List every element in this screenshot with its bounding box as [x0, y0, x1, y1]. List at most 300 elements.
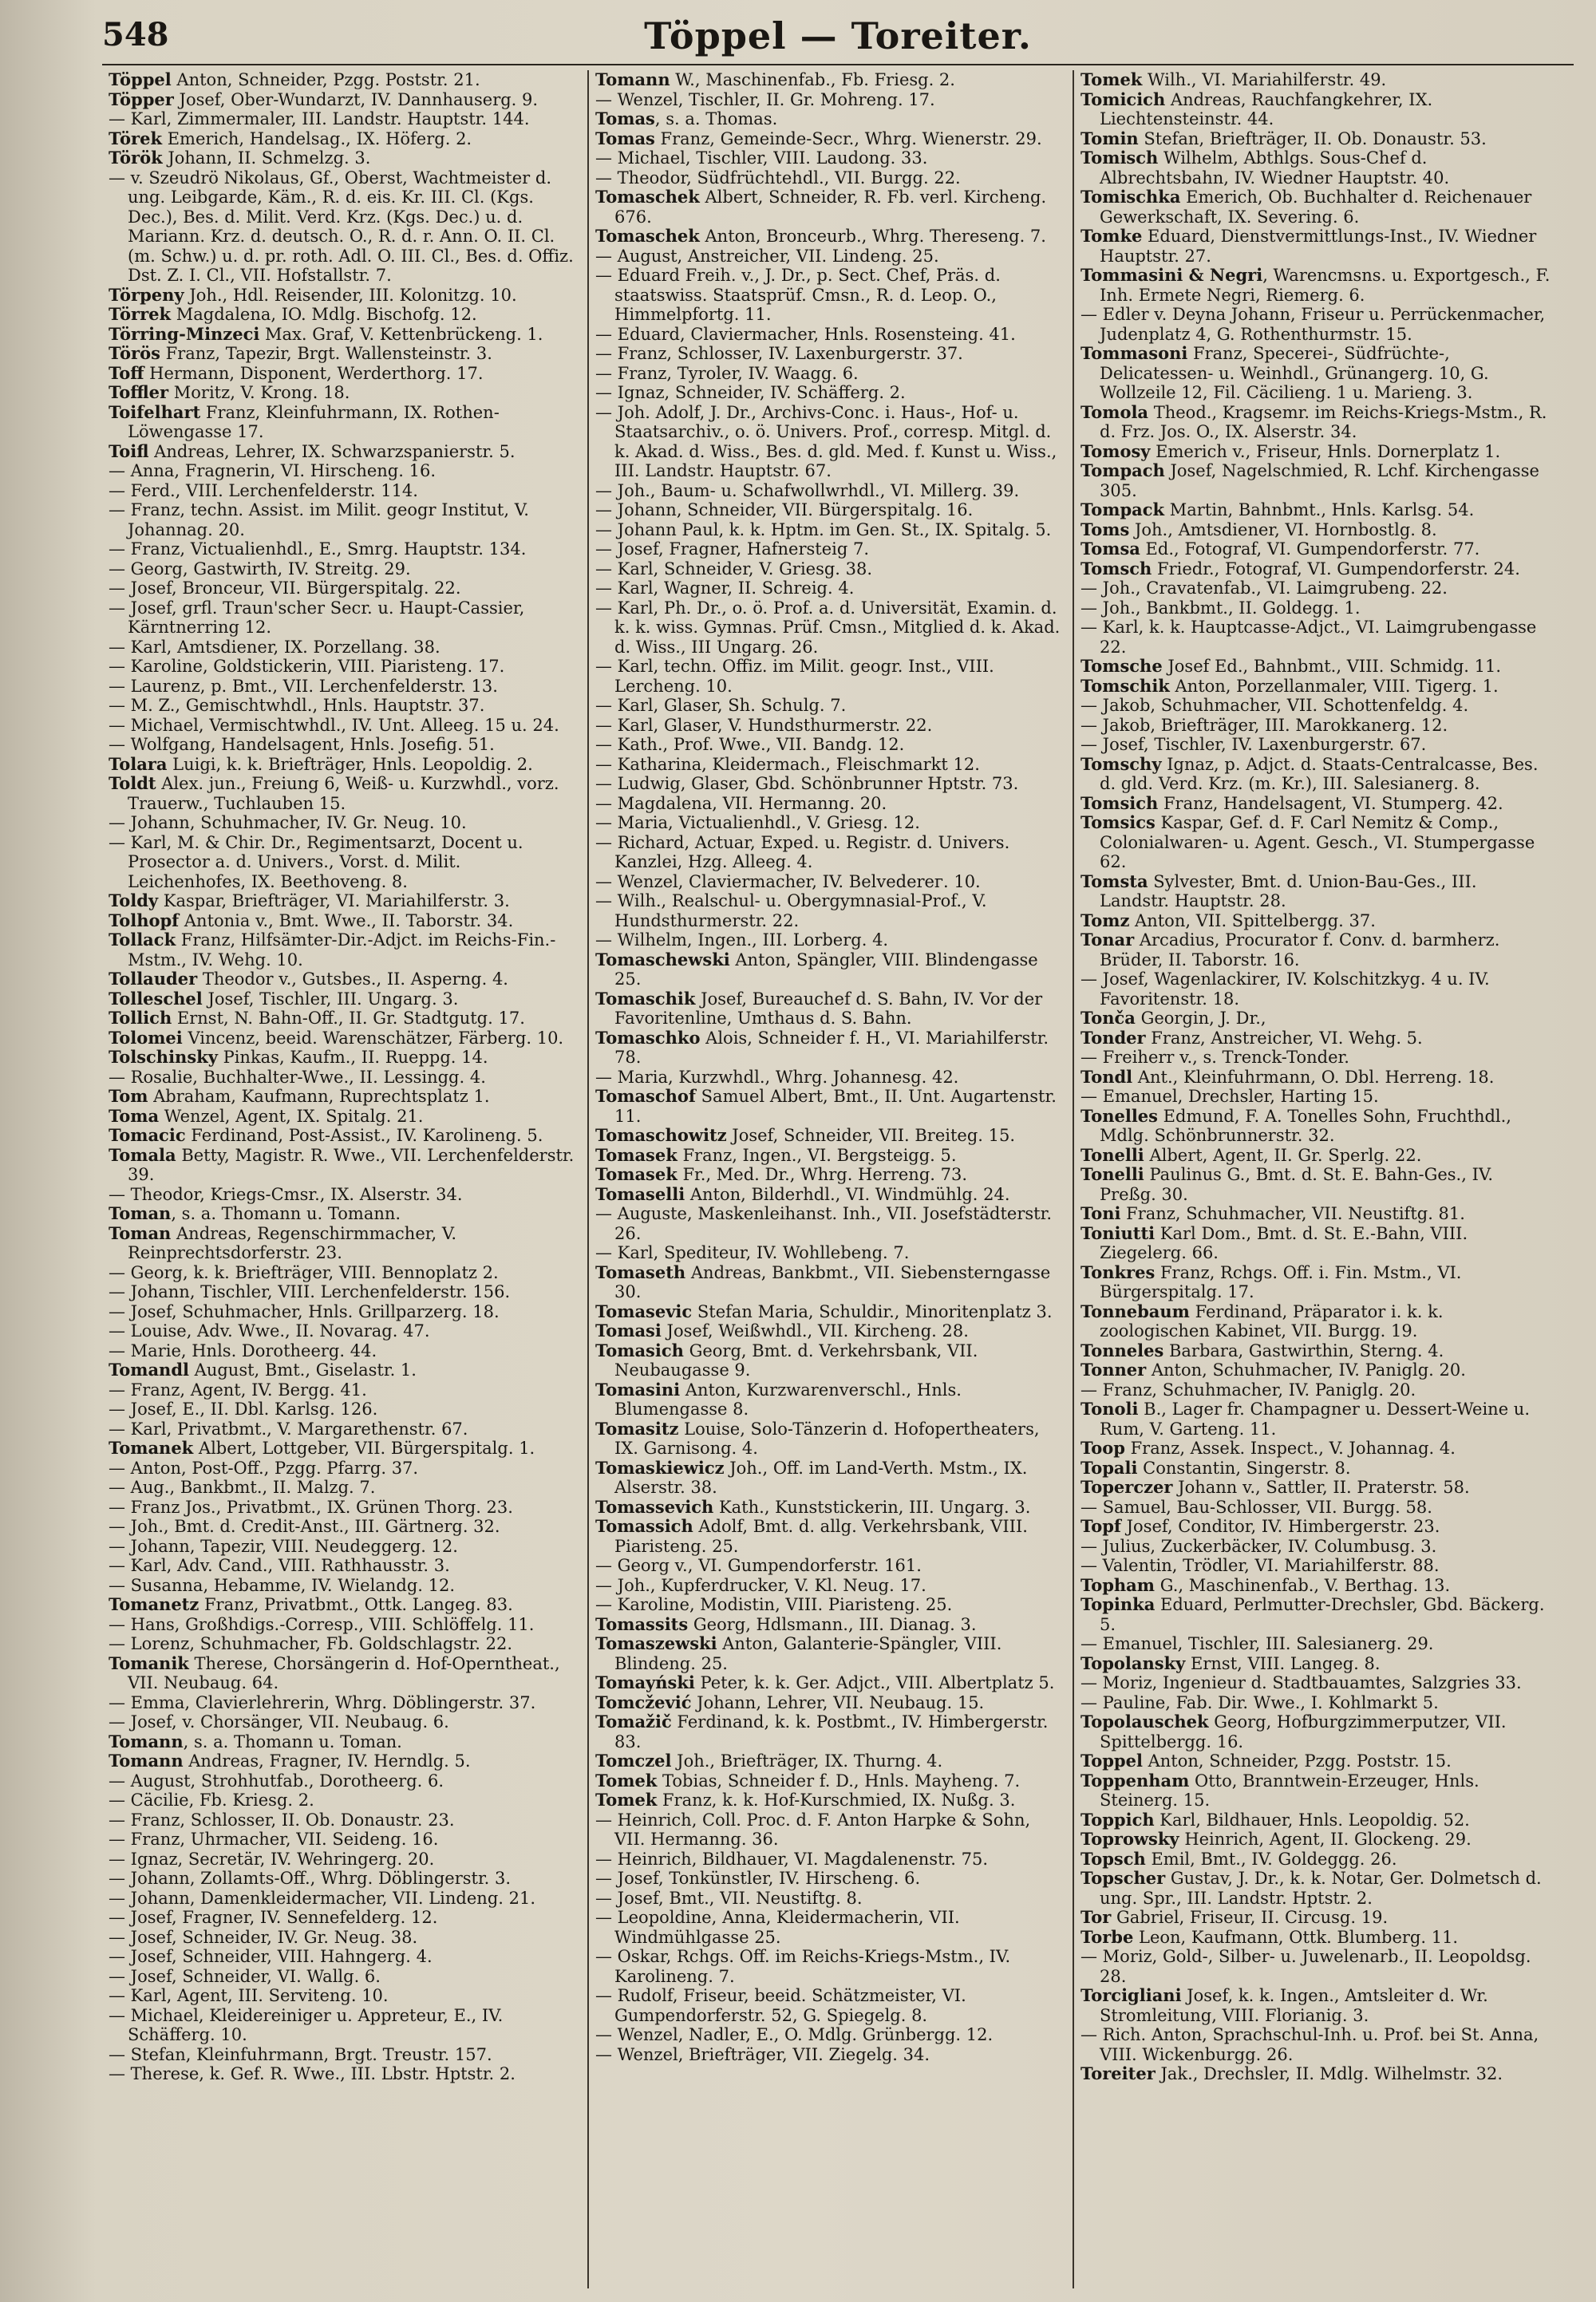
directory-entry: [1080, 1439, 1551, 1459]
directory-entry: [1080, 227, 1551, 266]
entry-surname: Tonneles: [1080, 1340, 1164, 1360]
entry-text: — v. Szeudrö Nikolaus, Gf., Oberst, Wachtmeister d. ung. Leibgarde, Käm., R. d. eis. Kr. III. Cl. (Kgs. Dec.), Bes. d. Milit. Verd. Krz. (Kgs. Dec.) u. d. Mariann. Krz. d. deutsch. O., R. d. r. Ann. O. II. Cl. (m. Schw.) u. d. pr. roth. Adl. O. III. Cl., Bes. d. Offiz. Dst. Z. I. Cl., VII. Hofstallstr. 7.: [109, 168, 574, 285]
directory-entry: [595, 716, 1066, 736]
directory-entry: [109, 735, 581, 755]
directory-entry: [595, 930, 1066, 950]
entry-text: Joh., Hdl. Reisender, III. Kolonitzg. 10.: [184, 285, 517, 305]
entry-text: — Kath., Prof. Wwe., VII. Bandg. 12.: [595, 735, 905, 754]
directory-entry: [109, 1498, 581, 1518]
directory-entry: [1080, 1204, 1551, 1224]
directory-entry: [109, 1009, 581, 1029]
directory-entry: [109, 755, 581, 775]
entry-text: Alex. jun., Freiung 6, Weiß- u. Kurzwhdl., vorz. Trauerw., Tuchlauben 15.: [128, 774, 559, 813]
entry-text: — M. Z., Gemischtwhdl., Hnls. Hauptstr. 37.: [109, 696, 485, 715]
entry-surname: Tonoli: [1080, 1399, 1139, 1419]
entry-surname: Topham: [1080, 1574, 1156, 1595]
directory-entry: [109, 1928, 581, 1948]
entry-text: — Theodor, Südfrüchtehdl., VII. Burgg. 22.: [595, 168, 961, 188]
entry-surname: Tonnebaum: [1080, 1301, 1190, 1321]
entry-text: Emerich, Ob. Buchhalter d. Reichenauer Gewerkschaft, IX. Severing. 6.: [1100, 188, 1532, 227]
entry-surname: Tomaschof: [595, 1086, 696, 1106]
directory-entry: [595, 950, 1066, 989]
directory-entry: [1080, 696, 1551, 716]
directory-entry: [1080, 657, 1551, 677]
entry-surname: Tollauder: [109, 969, 198, 989]
entry-surname: Topali: [1080, 1457, 1138, 1478]
entry-text: Paulinus G., Bmt. d. St. E. Bahn-Ges., IV. Preßg. 30.: [1100, 1165, 1494, 1204]
directory-entry: [595, 1380, 1066, 1420]
directory-entry: [109, 696, 581, 716]
directory-entry: [1080, 1908, 1551, 1928]
directory-entry: [1080, 716, 1551, 736]
entry-surname: Tomcžević: [595, 1692, 692, 1712]
directory-entry: [595, 227, 1066, 247]
entry-text: W., Maschinenfab., Fb. Friesg. 2.: [670, 70, 955, 89]
entry-surname: Tomisch: [1080, 148, 1159, 168]
entry-text: Arcadius, Procurator f. Conv. d. barmherz. Brüder, II. Taborstr. 16.: [1100, 930, 1500, 969]
entry-text: Eduard, Perlmutter-Drechsler, Gbd. Bäckerg. 5.: [1100, 1595, 1545, 1634]
entry-surname: Tomek: [1080, 70, 1143, 89]
entry-text: — Anna, Fragnerin, VI. Hirscheng. 16.: [109, 461, 437, 480]
entry-surname: Török: [109, 148, 163, 168]
entry-surname: Tomasi: [595, 1321, 662, 1341]
directory-entry: [109, 364, 581, 384]
entry-text: Franz, Schuhmacher, VII. Neustiftg. 81.: [1120, 1204, 1465, 1223]
entry-text: — Joh. Adolf, J. Dr., Archivs-Conc. i. Haus-, Hof- u. Staatsarchiv., o. ö. Univers. Prof., corresp. Mitgl. d. k. Akad. d. Wiss., Bes. d. gld. Med. f. Kunst u. Wiss., III. Landstr. Hauptstr. 67.: [595, 402, 1057, 480]
directory-entry: [109, 1810, 581, 1830]
entry-text: — Josef, grfl. Traun'scher Secr. u. Haupt-Cassier, Kärntnerring 12.: [109, 598, 525, 637]
entry-text: — Richard, Actuar, Exped. u. Registr. d. Univers. Kanzlei, Hzg. Alleeg. 4.: [595, 832, 1010, 871]
entry-text: — Ferd., VIII. Lerchenfelderstr. 114.: [109, 480, 418, 500]
directory-entry: [1080, 148, 1551, 188]
entry-text: Andreas, Regenschirmmacher, V. Reinprechtsdorferstr. 23.: [128, 1223, 457, 1262]
entry-surname: Tomacic: [109, 1125, 186, 1145]
directory-entry: [109, 286, 581, 306]
directory-entry: [1080, 1498, 1551, 1518]
directory-entry: [1080, 1830, 1551, 1850]
entry-text: — Wenzel, Claviermacher, IV. Belvederег. 10.: [595, 871, 981, 891]
entry-text: — Johann Paul, k. k. Hptm. im Gen. St., IX. Spitalg. 5.: [595, 519, 1052, 539]
directory-entry: [1080, 1751, 1551, 1771]
directory-entry: [109, 1360, 581, 1380]
directory-entry: [109, 168, 581, 286]
entry-surname: Tonelli: [1080, 1164, 1144, 1184]
entry-surname: Topf: [1080, 1516, 1121, 1536]
directory-entry: [595, 1947, 1066, 1986]
directory-entry: [1080, 1537, 1551, 1557]
directory-entry: [109, 1751, 581, 1771]
directory-entry: [1080, 1224, 1551, 1263]
entry-surname: Tomaschek: [595, 226, 700, 246]
entry-text: — Josef, Tischler, IV. Laxenburgerstr. 67.: [1080, 735, 1427, 754]
entry-surname: Tomasitz: [595, 1418, 679, 1439]
entry-text: — Heinrich, Bildhauer, VI. Magdalenenstr. 75.: [595, 1849, 988, 1869]
directory-entry: [109, 911, 581, 931]
directory-entry: [109, 1712, 581, 1732]
directory-entry: [1080, 1048, 1551, 1068]
entry-surname: Tomaszewski: [595, 1633, 717, 1653]
entry-text: — Julius, Zuckerbäcker, IV. Columbusg. 3.: [1080, 1536, 1437, 1556]
entry-surname: Tomschik: [1080, 675, 1170, 696]
entry-text: — Franz, techn. Assist. im Milit. geogr Institut, V. Johannag. 20.: [109, 500, 529, 539]
entry-surname: Tomsich: [1080, 792, 1159, 813]
directory-entry: [109, 1693, 581, 1713]
directory-entry: [109, 1224, 581, 1263]
directory-entry: [1080, 1712, 1551, 1751]
entry-surname: Tomek: [595, 1790, 658, 1810]
directory-entry: [595, 1615, 1066, 1635]
entry-text: Barbara, Gastwirthin, Sterng. 4.: [1163, 1341, 1444, 1360]
entry-surname: Tomassich: [595, 1516, 693, 1536]
entry-text: — Wenzel, Tischler, II. Gr. Mohreng. 17.: [595, 89, 935, 109]
entry-surname: Toniutti: [1080, 1222, 1156, 1243]
entry-text: Joh., Off. im Land-Verth. Mstm., IX. Alserstr. 38.: [614, 1458, 1028, 1497]
directory-entry: [109, 1967, 581, 1987]
column-2: [587, 70, 1073, 2288]
entry-text: — Josef, Fragner, IV. Sennefelderg. 12.: [109, 1908, 438, 1927]
entry-text: Ignaz, p. Adjct. d. Staats-Centralcasse, Bes. d. gld. Verd. Krz. (m. Kr.), III. Salesianerg. 8.: [1100, 754, 1539, 793]
entry-surname: Tolschinsky: [109, 1047, 218, 1067]
directory-entry: [109, 500, 581, 539]
entry-text: — Maria, Victualienhdl., V. Griesg. 12.: [595, 813, 920, 832]
entry-surname: Tomaschko: [595, 1027, 701, 1048]
entry-text: , s. a. Thomann u. Tomann.: [171, 1204, 401, 1223]
entry-text: Josef, k. k. Ingen., Amtsleiter d. Wr. Stromleitung, VIII. Florianig. 3.: [1100, 1986, 1488, 2025]
directory-entry: [595, 1712, 1066, 1751]
entry-surname: Tomschy: [1080, 753, 1162, 774]
directory-entry: [595, 1517, 1066, 1556]
entry-surname: Tolara: [109, 753, 168, 774]
entry-text: — Louise, Adv. Wwe., II. Novarag. 47.: [109, 1321, 430, 1341]
entry-text: — Karl, Amtsdiener, IX. Porzellang. 38.: [109, 637, 440, 657]
directory-entry: [595, 1263, 1066, 1302]
directory-entry: [1080, 872, 1551, 911]
directory-entry: [595, 1185, 1066, 1205]
directory-entry: [109, 1732, 581, 1752]
directory-entry: [1080, 1869, 1551, 1908]
directory-entry: [1080, 755, 1551, 794]
entry-surname: Tomaskiewicz: [595, 1457, 725, 1478]
entry-text: — Ludwig, Glaser, Gbd. Schönbrunner Hptstr. 73.: [595, 774, 1019, 793]
directory-entry: [1080, 129, 1551, 149]
entry-text: Franz, Privatbmt., Ottk. Langeg. 83.: [199, 1595, 513, 1614]
directory-entry: [595, 735, 1066, 755]
entry-text: Albert, Schneider, R. Fb. verl. Kircheng. 676.: [614, 188, 1047, 227]
directory-entry: [1080, 266, 1551, 305]
directory-entry: [109, 403, 581, 442]
entry-text: — Georg, k. k. Briefträger, VIII. Bennoplatz 2.: [109, 1262, 499, 1282]
entry-text: — Joh., Bmt. d. Credit-Anst., III. Gärtnerg. 32.: [109, 1517, 500, 1536]
entry-surname: Tomasek: [595, 1144, 678, 1165]
entry-text: — Ignaz, Schneider, IV. Schäfferg. 2.: [595, 383, 906, 402]
entry-text: — Susanna, Hebamme, IV. Wielandg. 12.: [109, 1575, 456, 1595]
directory-entry: [595, 1126, 1066, 1146]
entry-surname: Tolomei: [109, 1027, 183, 1048]
directory-entry: [109, 70, 581, 90]
entry-surname: Toppich: [1080, 1809, 1155, 1830]
directory-entry: [109, 559, 581, 579]
entry-text: Wilhelm, Abthlgs. Sous-Chef d. Albrechtsbahn, IV. Wiedner Hauptstr. 40.: [1100, 148, 1450, 188]
entry-text: — Joh., Bankbmt., II. Goldegg. 1.: [1080, 598, 1361, 618]
entry-text: Vincenz, beeid. Warenschätzer, Färberg. 10.: [182, 1028, 564, 1048]
directory-entry: [109, 109, 581, 129]
entry-text: — Emanuel, Tischler, III. Salesianerg. 29.: [1080, 1634, 1434, 1653]
entry-text: — Moriz, Gold-, Silber- u. Juwelenarb., II. Leopoldsg. 28.: [1080, 1947, 1531, 1986]
entry-surname: Tonelles: [1080, 1105, 1158, 1126]
entry-surname: Toppenham: [1080, 1770, 1190, 1791]
directory-entry: [109, 1185, 581, 1205]
directory-entry: [1080, 1263, 1551, 1302]
entry-text: — Karl, Ph. Dr., o. ö. Prof. a. d. Universität, Examin. d. k. k. wiss. Gymnas. Prüf. Cmsn., Mitglied d. k. Akad. d. Wiss., III Ungarg. 26.: [595, 598, 1061, 657]
entry-surname: Tomola: [1080, 401, 1149, 422]
entry-surname: Tomischka: [1080, 187, 1181, 207]
entry-text: Georg, Hdlsmann., III. Dianag. 3.: [688, 1614, 977, 1634]
directory-entry: [595, 1556, 1066, 1576]
directory-entry: [1080, 1146, 1551, 1166]
entry-text: Franz, Specerei-, Südfrüchte-, Delicatessen- u. Weinhdl., Grünangerg. 10, G. Wollzeile 12, Fil. Cäcilieng. 1 u. Marieng. 3.: [1100, 344, 1489, 402]
entry-text: Joh., Briefträger, IX. Thurng. 4.: [671, 1751, 943, 1771]
directory-entry: [109, 1576, 581, 1596]
entry-text: — Valentin, Trödler, VI. Mariahilferstr. 88.: [1080, 1556, 1440, 1575]
directory-entry: [1080, 1986, 1551, 2025]
entry-text: Anton, Schneider, Pzgg. Poststr. 21.: [171, 70, 480, 89]
entry-text: — August, Strohhutfab., Dorotheerg. 6.: [109, 1771, 444, 1791]
directory-entry: [595, 109, 1066, 129]
directory-entry: [1080, 344, 1551, 403]
directory-entry: [595, 1087, 1066, 1126]
entry-surname: Tompach: [1080, 460, 1165, 480]
entry-text: Jak., Drechsler, II. Mdlg. Wilhelmstr. 32.: [1155, 2064, 1503, 2083]
entry-surname: Toldt: [109, 773, 156, 793]
entry-text: — Cäcilie, Fb. Kriesg. 2.: [109, 1791, 314, 1810]
directory-entry: [1080, 1302, 1551, 1341]
entry-surname: Tomin: [1080, 128, 1139, 148]
directory-entry: [595, 403, 1066, 481]
entry-text: Franz, Rchgs. Off. i. Fin. Mstm., VI. Bürgerspitalg. 17.: [1100, 1262, 1462, 1301]
directory-entry: [109, 638, 581, 657]
directory-entry: [109, 1146, 581, 1185]
directory-entry: [109, 325, 581, 345]
directory-entry: [595, 188, 1066, 227]
entry-surname: Tomanetz: [109, 1594, 200, 1614]
entry-surname: Tomayński: [595, 1672, 695, 1692]
directory-entry: [109, 1048, 581, 1068]
entry-text: Andreas, Lehrer, IX. Schwarzspanierstr. 5.: [148, 441, 516, 461]
directory-entry: [595, 1889, 1066, 1909]
entry-text: — Wilhelm, Ingen., III. Lorberg. 4.: [595, 930, 889, 950]
entry-text: Ferdinand, Post-Assist., IV. Karolineng. 5.: [185, 1126, 543, 1145]
directory-entry: [1080, 2025, 1551, 2064]
entry-surname: Toprowsky: [1080, 1829, 1179, 1849]
directory-entry: [109, 1439, 581, 1459]
column-3: [1073, 70, 1558, 2288]
directory-entry: [109, 1654, 581, 1693]
directory-entry: [109, 1400, 581, 1420]
entry-surname: Toifl: [109, 440, 149, 461]
directory-entry: [595, 1810, 1066, 1850]
entry-text: Theodor v., Gutsbes., II. Asperng. 4.: [197, 969, 508, 989]
directory-entry: [595, 1576, 1066, 1596]
entry-text: Samuel Albert, Bmt., II. Unt. Augartenstr. 11.: [614, 1087, 1057, 1126]
entry-text: Wilh., VI. Mariahilferstr. 49.: [1142, 70, 1387, 89]
entry-text: — Laurenz, p. Bmt., VII. Lerchenfelderstr. 13.: [109, 676, 498, 696]
entry-surname: Törring-Minzeci: [109, 323, 260, 344]
entry-text: Josef, Schneider, VII. Breiteg. 15.: [726, 1126, 1016, 1145]
entry-text: Josef, Nagelschmied, R. Lchf. Kirchengasse 305.: [1100, 461, 1539, 500]
entry-text: Josef, Bureauchef d. S. Bahn, IV. Vor der Favoritenline, Umthaus d. S. Bahn.: [614, 989, 1043, 1028]
entry-text: — Karl, techn. Offiz. im Milit. geogr. Inst., VIII. Lercheng. 10.: [595, 657, 994, 696]
directory-entry: [1080, 1556, 1551, 1576]
entry-surname: Tomassevich: [595, 1496, 714, 1517]
entry-text: — Johann, Tapezir, VIII. Neudeggerg. 12.: [109, 1536, 458, 1556]
entry-text: — Josef, Schneider, VI. Wallg. 6.: [109, 1966, 381, 1986]
entry-surname: Tomczel: [595, 1751, 672, 1771]
entry-text: Eduard, Dienstvermittlungs-Inst., IV. Wiedner Hauptstr. 27.: [1100, 227, 1537, 266]
entry-text: Albert, Agent, II. Gr. Sperlg. 22.: [1144, 1145, 1422, 1165]
entry-text: — Karoline, Goldstickerin, VIII. Piaristeng. 17.: [109, 657, 505, 676]
directory-entry: [1080, 1576, 1551, 1596]
directory-entry: [1080, 1673, 1551, 1693]
entry-text: — Heinrich, Coll. Proc. d. F. Anton Harpke & Sohn, VII. Hermanng. 36.: [595, 1810, 1031, 1849]
entry-text: Therese, Chorsängerin d. Hof-Operntheat., VII. Neubaug. 64.: [128, 1653, 560, 1692]
column-1: [102, 70, 587, 2288]
entry-text: — Wenzel, Nadler, E., O. Mdlg. Grünbergg. 12.: [595, 2025, 994, 2044]
entry-surname: Tomke: [1080, 226, 1143, 246]
directory-entry: [109, 1517, 581, 1537]
entry-surname: Topscher: [1080, 1868, 1166, 1888]
entry-text: — Georg, Gastwirth, IV. Streitg. 29.: [109, 559, 411, 578]
entry-surname: Toperczer: [1080, 1477, 1173, 1497]
entry-surname: Tomala: [109, 1144, 176, 1165]
page-number: 548: [102, 16, 169, 53]
directory-entry: [595, 813, 1066, 833]
entry-text: — Karl, Glaser, V. Hundsthurmerstr. 22.: [595, 715, 933, 735]
entry-text: — Michael, Kleidereiniger u. Appreteur, E., IV. Schäfferg. 10.: [109, 2005, 504, 2044]
entry-text: B., Lager fr. Champagner u. Dessert-Weine u. Rum, V. Garteng. 11.: [1100, 1400, 1530, 1439]
entry-text: Franz, Tapezir, Brgt. Wallensteinstr. 3.: [160, 344, 492, 363]
entry-surname: Tomas: [595, 109, 655, 128]
entry-text: Anton, Galanterie-Spängler, VIII. Blindeng. 25.: [614, 1634, 1002, 1673]
entry-text: Andreas, Bankbmt., VII. Siebensterngasse 30.: [614, 1262, 1051, 1301]
directory-entry: [1080, 1341, 1551, 1361]
entry-text: — Eduard, Claviermacher, Hnls. Rosensteing. 41.: [595, 324, 1016, 344]
directory-entry: [1080, 1693, 1551, 1713]
directory-entry: [1080, 1400, 1551, 1439]
directory-entry: [595, 1673, 1066, 1693]
entry-surname: Tomicich: [1080, 89, 1166, 109]
directory-entry: [1080, 188, 1551, 227]
entry-text: — Anton, Post-Off., Pzgg. Pfarrg. 37.: [109, 1458, 419, 1478]
directory-entry: [595, 989, 1066, 1029]
entry-text: Franz, Assek. Inspect., V. Johannag. 4.: [1124, 1439, 1456, 1458]
entry-surname: Tomasini: [595, 1379, 681, 1400]
entry-text: — Josef, Bmt., VII. Neustiftg. 8.: [595, 1888, 863, 1908]
directory-entry: [1080, 1928, 1551, 1948]
entry-text: Johann, Lehrer, VII. Neubaug. 15.: [691, 1692, 985, 1712]
directory-entry: [109, 2045, 581, 2065]
directory-entry: [595, 1204, 1066, 1243]
entry-surname: Töpper: [109, 89, 174, 109]
entry-text: Franz, Kleinfuhrmann, IX. Rothen-Löwengasse 17.: [128, 402, 500, 441]
directory-entry: [109, 1321, 581, 1341]
entry-surname: Tom: [109, 1086, 148, 1106]
entry-text: — Samuel, Bau-Schlosser, VII. Burgg. 58.: [1080, 1497, 1432, 1517]
directory-entry: [109, 1380, 581, 1400]
directory-entry: [1080, 969, 1551, 1009]
entry-surname: Topolansky: [1080, 1652, 1186, 1673]
entry-surname: Toppel: [1080, 1751, 1143, 1771]
entry-surname: Tonča: [1080, 1008, 1136, 1028]
directory-entry: [595, 481, 1066, 501]
entry-text: — Franz, Uhrmacher, VII. Seideng. 16.: [109, 1830, 439, 1849]
entry-text: Alois, Schneider f. H., VI. Mariahilferstr. 78.: [614, 1028, 1049, 1067]
directory-entry: [595, 794, 1066, 814]
entry-text: — Theodor, Kriegs-Cmsr., IX. Alserstr. 34.: [109, 1184, 463, 1204]
entry-surname: Toff: [109, 362, 144, 383]
entry-surname: Topsch: [1080, 1848, 1146, 1869]
entry-text: Martin, Bahnbmt., Hnls. Karlsg. 54.: [1164, 500, 1475, 519]
entry-text: — Pauline, Fab. Dir. Wwe., I. Kohlmarkt 5.: [1080, 1692, 1439, 1712]
directory-entry: [109, 598, 581, 638]
directory-entry: [109, 1830, 581, 1850]
entry-text: Emerich v., Friseur, Hnls. Dornerplatz 1.: [1150, 441, 1501, 461]
entry-surname: Tollich: [109, 1008, 172, 1028]
directory-entry: [1080, 461, 1551, 500]
directory-entry: [109, 930, 581, 969]
directory-entry: [1080, 1517, 1551, 1537]
directory-entry: [109, 774, 581, 813]
entry-text: — Auguste, Maskenleihanst. Inh., VII. Josefstädterstr. 26.: [595, 1204, 1053, 1243]
entry-surname: Tomaschek: [595, 187, 700, 207]
directory-entry: [1080, 305, 1551, 344]
directory-entry: [109, 1478, 581, 1498]
directory-entry: [595, 2045, 1066, 2065]
directory-entry: [1080, 578, 1551, 598]
directory-entry: [109, 1556, 581, 1576]
entry-text: — Jakob, Schuhmacher, VII. Schottenfeldg. 4.: [1080, 696, 1469, 715]
entry-surname: Tomsch: [1080, 558, 1152, 578]
entry-text: — Stefan, Kleinfuhrmann, Brgt. Treustr. 157.: [109, 2044, 492, 2064]
entry-text: — Hans, Großhdigs.-Corresp., VIII. Schlöffelg. 11.: [109, 1614, 535, 1634]
entry-text: Friedr., Fotograf, VI. Gumpendorferstr. 24.: [1152, 559, 1520, 578]
directory-entry: [1080, 1478, 1551, 1498]
entry-surname: Topolauschek: [1080, 1712, 1209, 1731]
directory-entry: [1080, 2064, 1551, 2084]
directory-entry: [595, 1850, 1066, 1870]
directory-entry: [595, 90, 1066, 110]
entry-text: Max. Graf, V. Kettenbrückeng. 1.: [259, 324, 543, 344]
directory-entry: [595, 1751, 1066, 1771]
directory-entry: [1080, 1634, 1551, 1654]
directory-entry: [1080, 1360, 1551, 1380]
directory-entry: [109, 148, 581, 168]
entry-text: Leon, Kaufmann, Ottk. Blumberg. 11.: [1133, 1927, 1459, 1947]
directory-entry: [109, 677, 581, 697]
entry-text: Anton, Spängler, VIII. Blindengasse 25.: [614, 950, 1038, 989]
directory-entry: [595, 2025, 1066, 2045]
entry-surname: Toffler: [109, 382, 169, 402]
entry-text: Ant., Kleinfuhrmann, O. Dbl. Herreng. 18.: [1132, 1067, 1495, 1087]
entry-surname: Töppel: [109, 70, 172, 89]
entry-text: — Karl, Spediteur, IV. Wohllebeng. 7.: [595, 1243, 910, 1262]
entry-text: G., Maschinenfab., V. Berthag. 13.: [1155, 1575, 1451, 1595]
entry-text: Emerich, Handelsag., IX. Höferg. 2.: [162, 128, 472, 148]
directory-entry: [109, 1126, 581, 1146]
entry-surname: Tollack: [109, 930, 176, 950]
entry-text: Magdalena, IO. Mdlg. Bischofg. 12.: [171, 305, 477, 324]
entry-text: Moritz, V. Krong. 18.: [168, 383, 350, 402]
entry-surname: Toman: [109, 1203, 172, 1223]
